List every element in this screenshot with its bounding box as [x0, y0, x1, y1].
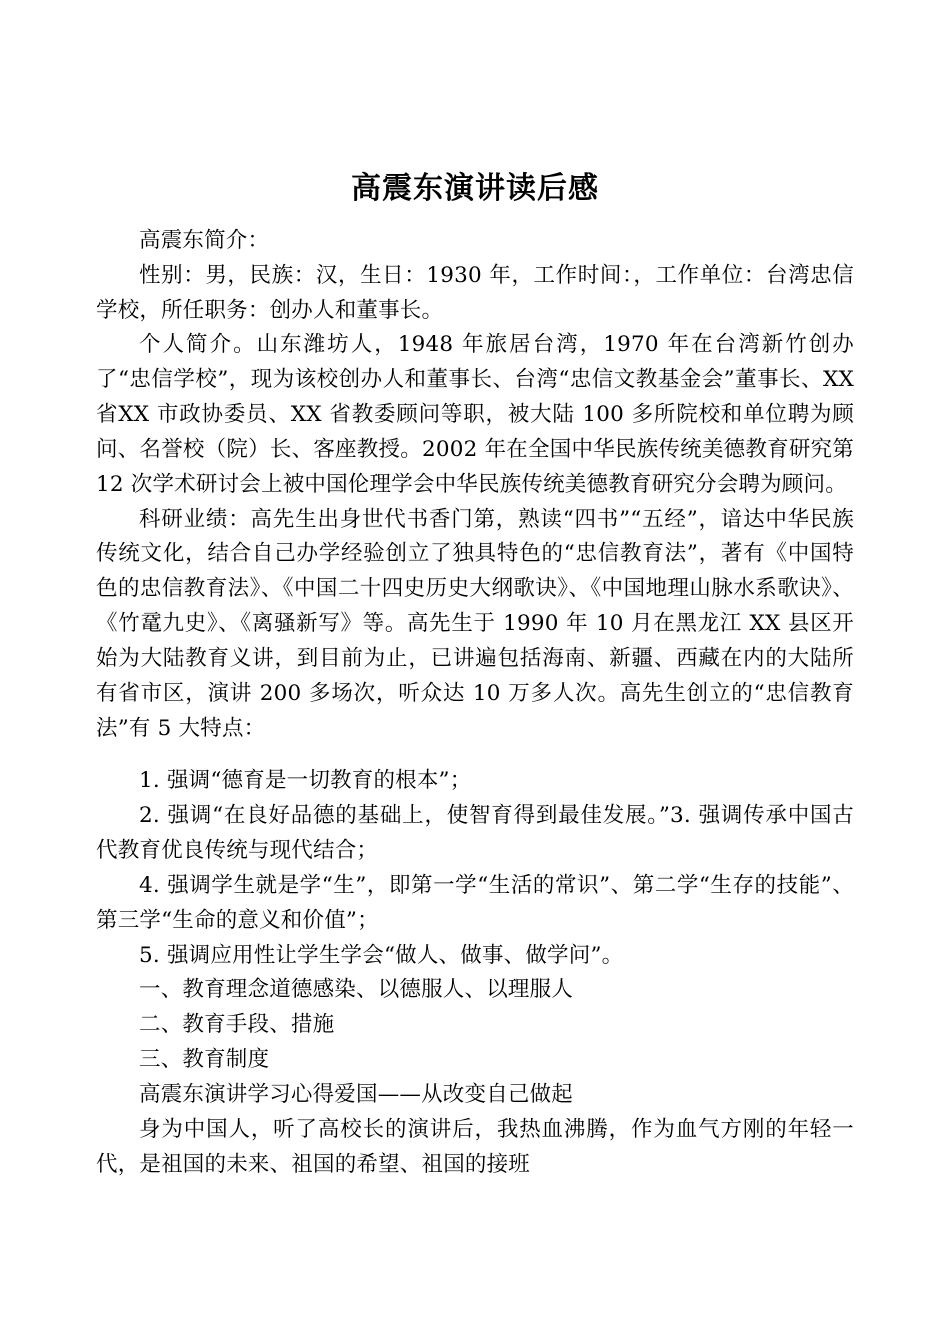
paragraph: 三、教育制度 — [139, 1047, 270, 1073]
paragraph: 性别：男，民族：汉，生日：1930 年，工作时间：，工作单位：台湾忠信学校，所任职务：创办人和董事长。 — [96, 262, 854, 323]
paragraph: 2. 强调“在良好品德的基础上，使智育得到最佳发展。”3. 强调传承中国古代教育优良传统与现代结合； — [96, 803, 854, 864]
paragraph: 二、教育手段、措施 — [139, 1012, 335, 1038]
paragraph: 个人简介。山东潍坊人，1948 年旅居台湾，1970 年在台湾新竹创办了“忠信学校”，现为该校创办人和董事长、台湾“忠信文教基金会”董事长、XX 省XX 市政协委员、XX 省教委顾问等职，被大陆 100 多所院校和单位聘为顾问、名誉校（院）长、客座教授。2002 年在全国中华民族传统美德教育研究第 12 次学术研讨会上被中国伦理学会中华民族传统美德教育研究分会聘为顾问。 — [96, 332, 854, 497]
paragraph: 科研业绩：高先生出身世代书香门第，熟读“四书”“五经”，谙达中华民族传统文化，结合自己办学经验创立了独具特色的“忠信教育法”，著有《中国特色的忠信教育法》、《中国二十四史历史大纲歌诀》、《中国地理山脉水系歌诀》、《竹鼋九史》、《离骚新写》等。高先生于 1990 年 10 月在黑龙江 XX 县区开始为大陆教育义讲，到目前为止，已讲遍包括海南、新疆、西藏在内的大陆所有省市区，演讲 200 多场次，听众达 10 万多人次。高先生创立的“忠信教育法”有 5 大特点： — [96, 506, 854, 741]
document-body — [96, 224, 854, 1182]
page-title: 高震东演讲读后感 — [351, 171, 599, 206]
paragraph: 高震东演讲学习心得爱国——从改变自己做起 — [139, 1081, 574, 1107]
paragraph-spacer — [96, 746, 854, 764]
paragraph: 4. 强调学生就是学“生”，即第一学“生活的常识”、第二学“生存的技能”、第三学“生命的意义和价值”； — [96, 872, 854, 933]
paragraph: 身为中国人，听了高校长的演讲后，我热血沸腾，作为血气方刚的年轻一代，是祖国的未来、祖国的希望、祖国的接班 — [96, 1116, 854, 1177]
paragraph: 一、教育理念道德感染、以德服人、以理服人 — [139, 977, 574, 1003]
paragraph: 高震东简介： — [139, 228, 270, 253]
paragraph: 1. 强调“德育是一切教育的根本”； — [139, 768, 472, 794]
paragraph: 5. 强调应用性让学生学会“做人、做事、做学问”。 — [139, 942, 624, 968]
